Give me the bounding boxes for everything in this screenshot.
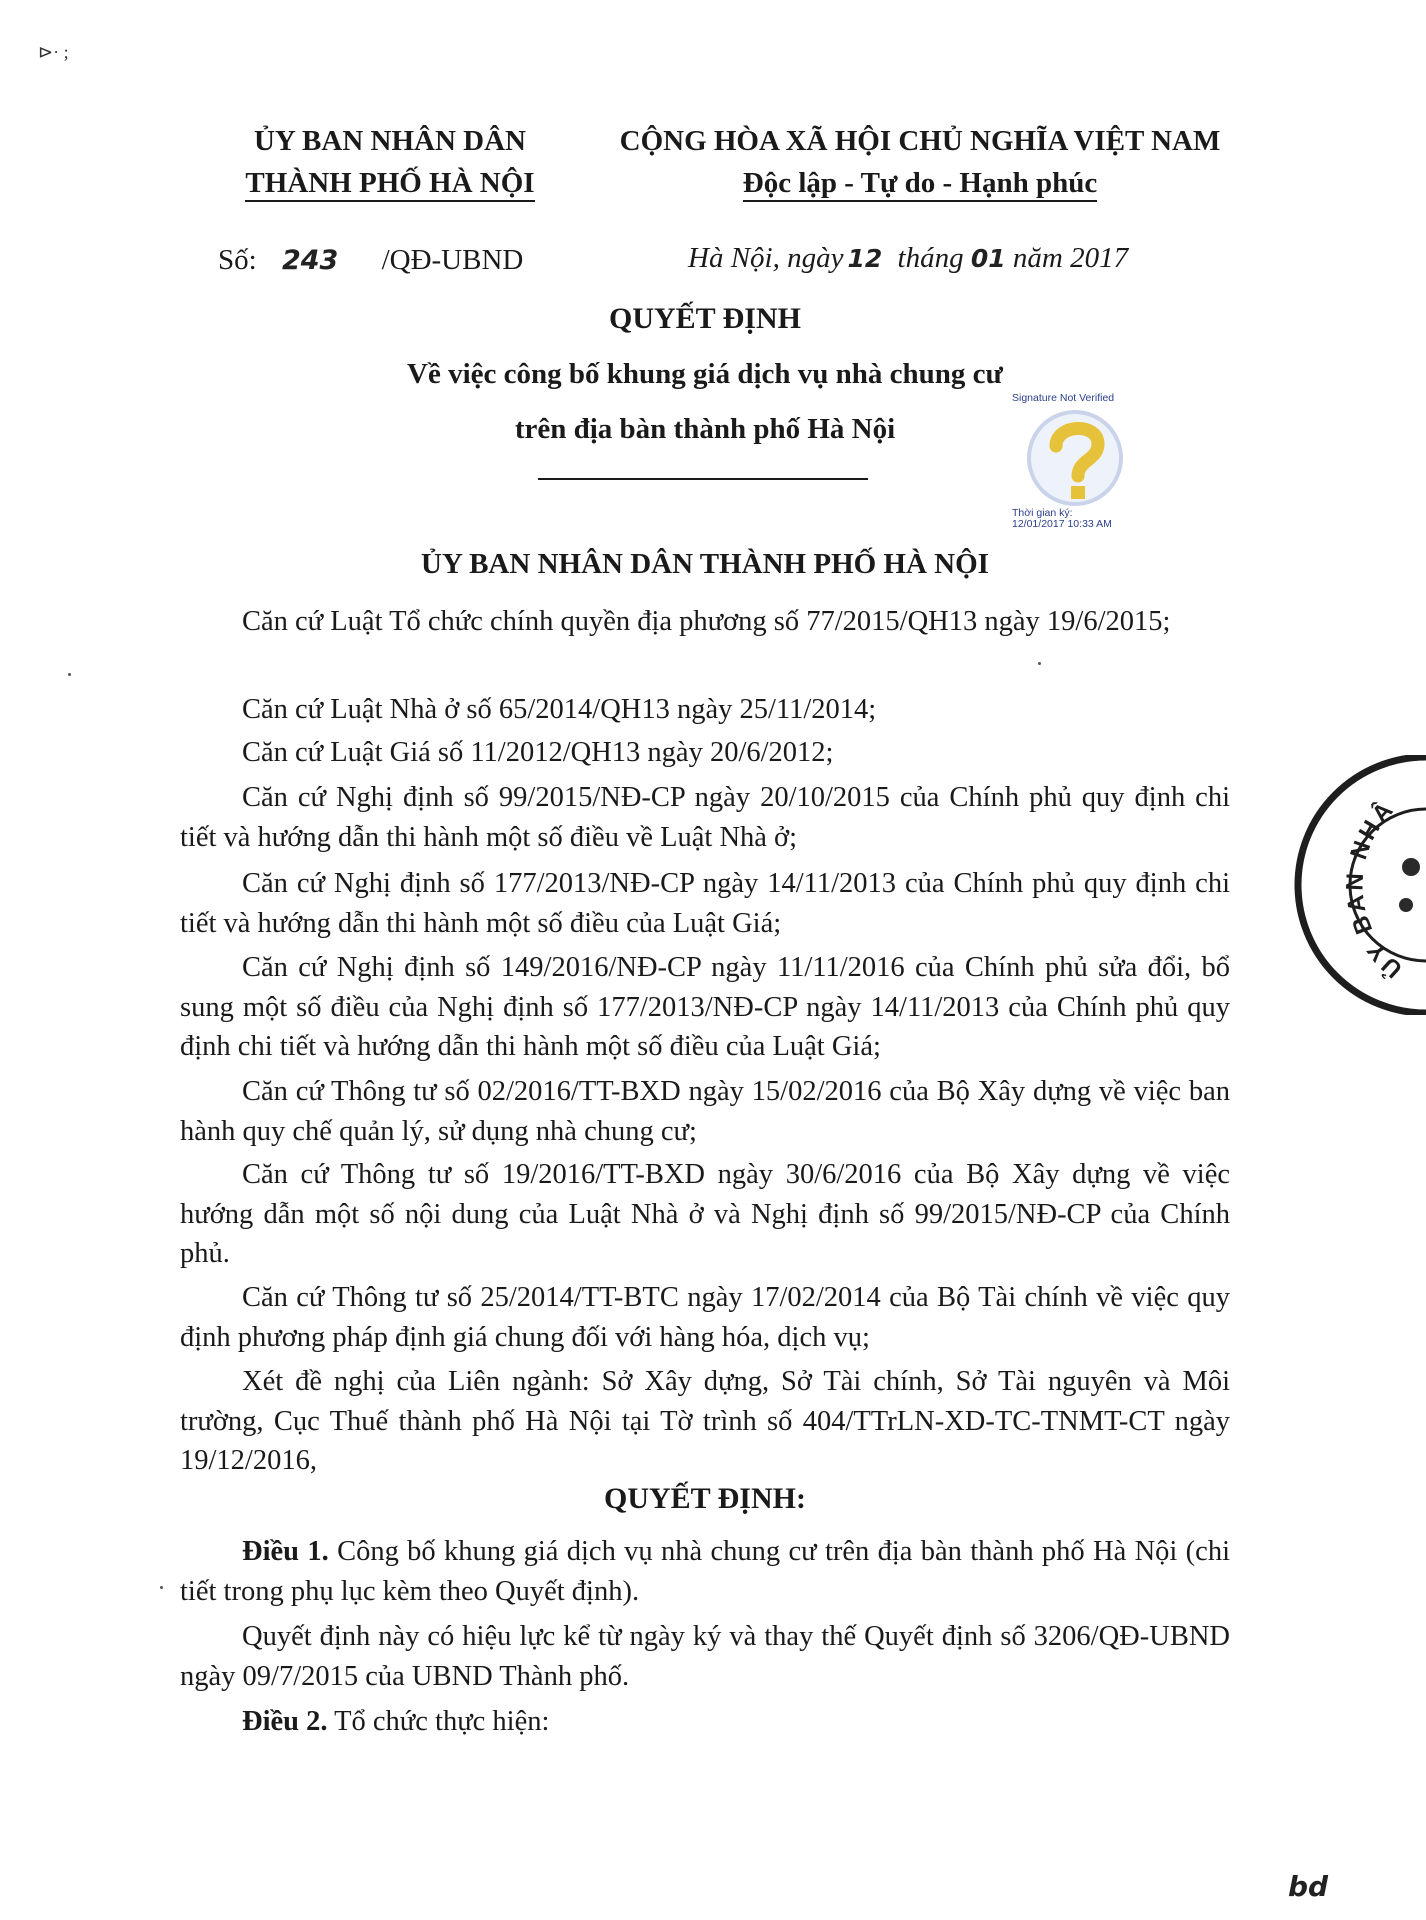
document-number <box>218 240 523 281</box>
national-motto-text: Độc lập - Tự do - Hạnh phúc <box>743 167 1098 202</box>
signature-time-value: 12/01/2017 10:33 AM <box>1012 518 1112 530</box>
issuer-heading: ỦY BAN NHÂN DÂN THÀNH PHỐ HÀ NỘI <box>421 548 989 580</box>
national-motto <box>590 162 1250 204</box>
country-name: CỘNG HÒA XÃ HỘI CHỦ NGHĨA VIỆT NAM <box>619 125 1221 157</box>
decision-heading: QUYẾT ĐỊNH: <box>604 1482 806 1515</box>
title-divider <box>538 478 868 480</box>
article-1-text: Công bố khung giá dịch vụ nhà chung cư trên địa bàn thành phố Hà Nội (chi tiết trong phụ lục kèm theo Quyết định). <box>180 1536 1230 1607</box>
initials-mark: bd <box>1288 1870 1329 1903</box>
scan-marks: ⊳· ; <box>38 42 69 62</box>
basis-paragraph-7: Căn cứ Thông tư số 02/2016/TT-BXD ngày 15/02/2016 của Bộ Xây dựng về việc ban hành quy chế quản lý, sử dụng nhà chung cư; <box>180 1076 1230 1147</box>
subject-line1: Về việc công bố khung giá dịch vụ nhà chung cư <box>407 358 1003 390</box>
article-2-text: Tổ chức thực hiện: <box>334 1706 550 1737</box>
number-suffix: /QĐ-UBND <box>381 244 524 276</box>
basis-paragraph-6: Căn cứ Nghị định số 149/2016/NĐ-CP ngày 11/11/2016 của Chính phủ sửa đổi, bổ sung một số điều của Nghị định số 177/2013/NĐ-CP ngày 14/11/2013 của Chính phủ quy định chi tiết và hướng dẫn thi hành một số điều của Luật Giá; <box>180 952 1230 1062</box>
signature-time-label: Thời gian ký: <box>1012 507 1073 519</box>
article-1-label: Điều 1. <box>242 1536 329 1567</box>
basis-paragraph-10: Xét đề nghị của Liên ngành: Sở Xây dựng, Sở Tài chính, Sở Tài nguyên và Môi trường, Cục Thuế thành phố Hà Nội tại Tờ trình số 404/TTrLN-XD-TC-TNMT-CT ngày 19/12/2016, <box>180 1366 1230 1476</box>
stamp-text: ỦY BAN NHÂ <box>1341 794 1408 983</box>
agency-name-line2-text: THÀNH PHỐ HÀ NỘI <box>245 167 534 202</box>
date-month: 01 <box>970 244 1006 273</box>
scan-dot <box>160 1586 163 1589</box>
issue-date <box>688 238 1128 279</box>
agency-name-line1: ỦY BAN NHÂN DÂN <box>253 125 526 157</box>
scan-dot <box>68 673 71 676</box>
basis-paragraph-3: Căn cứ Luật Giá số 11/2012/QH13 ngày 20/6/2012; <box>242 737 834 768</box>
basis-paragraph-4: Căn cứ Nghị định số 99/2015/NĐ-CP ngày 20/10/2015 của Chính phủ quy định chi tiết và hướng dẫn thi hành một số điều về Luật Nhà ở; <box>180 782 1230 853</box>
digital-signature-badge[interactable] <box>1012 392 1182 532</box>
subject-line2: trên địa bàn thành phố Hà Nội <box>514 413 896 445</box>
number-value: 243 <box>281 245 339 276</box>
basis-paragraph-9: Căn cứ Thông tư số 25/2014/TT-BTC ngày 17/02/2014 của Bộ Tài chính về việc quy định phương pháp định giá chung đối với hàng hóa, dịch vụ; <box>180 1282 1230 1353</box>
official-stamp <box>1276 755 1426 1015</box>
article-2-label: Điều 2. <box>242 1706 328 1737</box>
scan-dot <box>1038 662 1041 665</box>
date-prefix: Hà Nội, ngày <box>688 242 844 274</box>
date-day: 12 <box>847 244 883 273</box>
agency-name-line2 <box>190 162 590 204</box>
basis-paragraph-5: Căn cứ Nghị định số 177/2013/NĐ-CP ngày 14/11/2013 của Chính phủ quy định chi tiết và hướng dẫn thi hành một số điều của Luật Giá; <box>180 868 1230 939</box>
basis-paragraph-2: Căn cứ Luật Nhà ở số 65/2014/QH13 ngày 25/11/2014; <box>242 694 877 725</box>
date-year: năm 2017 <box>1012 242 1129 274</box>
basis-paragraph-1: Căn cứ Luật Tổ chức chính quyền địa phương số 77/2015/QH13 ngày 19/6/2015; <box>242 606 1171 637</box>
stamp-graphic <box>1276 755 1426 1015</box>
article-2 <box>180 1702 1230 1742</box>
document-title: QUYẾT ĐỊNH <box>609 302 801 335</box>
article-1 <box>180 1532 1230 1611</box>
date-month-label: tháng <box>897 242 964 274</box>
article-1-effect: Quyết định này có hiệu lực kể từ ngày ký và thay thế Quyết định số 3206/QĐ-UBND ngày 09/7/2015 của UBND Thành phố. <box>180 1621 1230 1692</box>
number-label: Số: <box>218 244 257 276</box>
question-mark-icon <box>1020 408 1130 508</box>
basis-paragraph-8: Căn cứ Thông tư số 19/2016/TT-BXD ngày 30/6/2016 của Bộ Xây dựng về việc hướng dẫn một số nội dung của Luật Nhà ở và Nghị định số 99/2015/NĐ-CP của Chính phủ. <box>180 1159 1230 1269</box>
signature-status: Signature Not Verified <box>1012 392 1115 404</box>
